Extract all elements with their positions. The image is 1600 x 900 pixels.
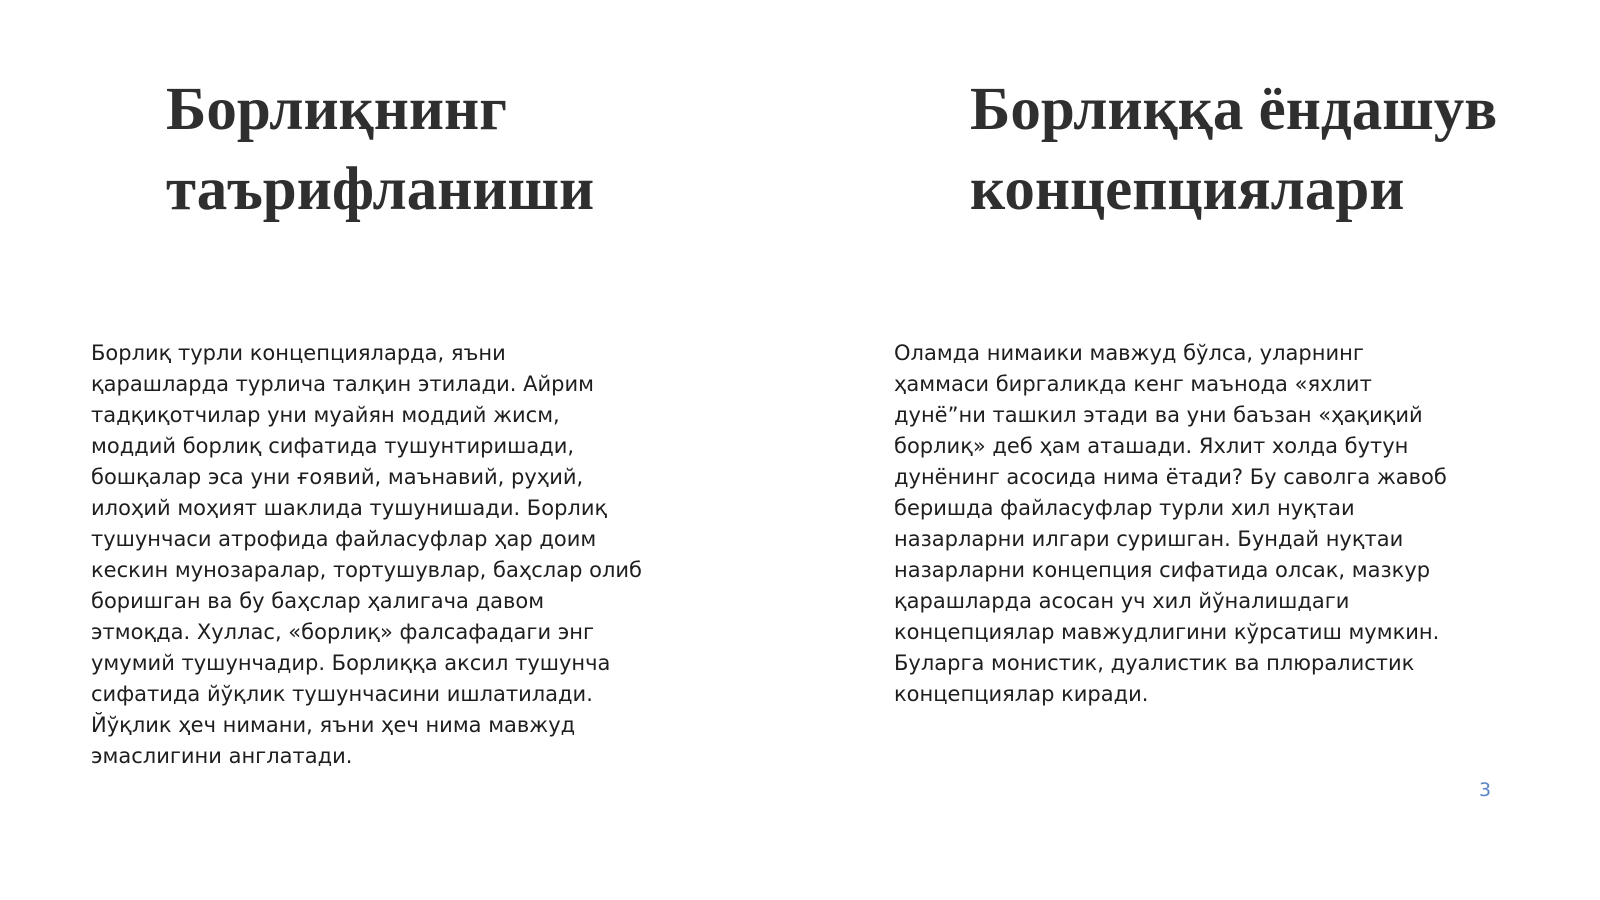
right-column-title: Борлиққа ёндашув концепциялари [970, 76, 1498, 223]
right-column-body: Оламда нимаики мавжуд бўлса, уларнинг ҳаммаси биргаликда кенг маънода «яхлит дунё”ни ташкил этади ва уни баъзан «ҳақиқий борлиқ» деб ҳам аташади. Яхлит холда бутун дунёнинг асосида нима ётади? Бу саволга жавоб беришда файласуфлар турли хил нуқтаи назарларни илгари суришган. Бундай нуқтаи назарларни концепция сифатида олсак, мазкур қарашларда асосан уч хил йўналишдаги концепциялар мавжудлигини кўрсатиш мумкин. Буларга монистик, дуалистик ва плюралистик концепциялар киради. [894, 341, 1447, 706]
page-number: 3 [1478, 779, 1492, 801]
left-column-body: Борлиқ турли концепцияларда, яъни қарашларда турлича талқин этилади. Айрим тадқиқотчилар уни муайян моддий жисм, моддий борлиқ сифатида тушунтиришади, бошқалар эса уни ғоявий, маънавий, руҳий, илоҳий моҳият шаклида тушунишади. Борлиқ тушунчаси атрофида файласуфлар ҳар доим кескин мунозаралар, тортушувлар, баҳслар олиб боришган ва бу баҳслар ҳалигача давом этмоқда. Хуллас, «борлиқ» фалсафадаги энг умумий тушунчадир. Борлиққа аксил тушунча сифатида йўқлик тушунчасини ишлатилади. Йўқлик ҳеч нимани, яъни ҳеч нима мавжуд эмаслигини англатади. [91, 341, 642, 768]
left-column-title: Борлиқнинг таърифланиши [166, 76, 595, 223]
